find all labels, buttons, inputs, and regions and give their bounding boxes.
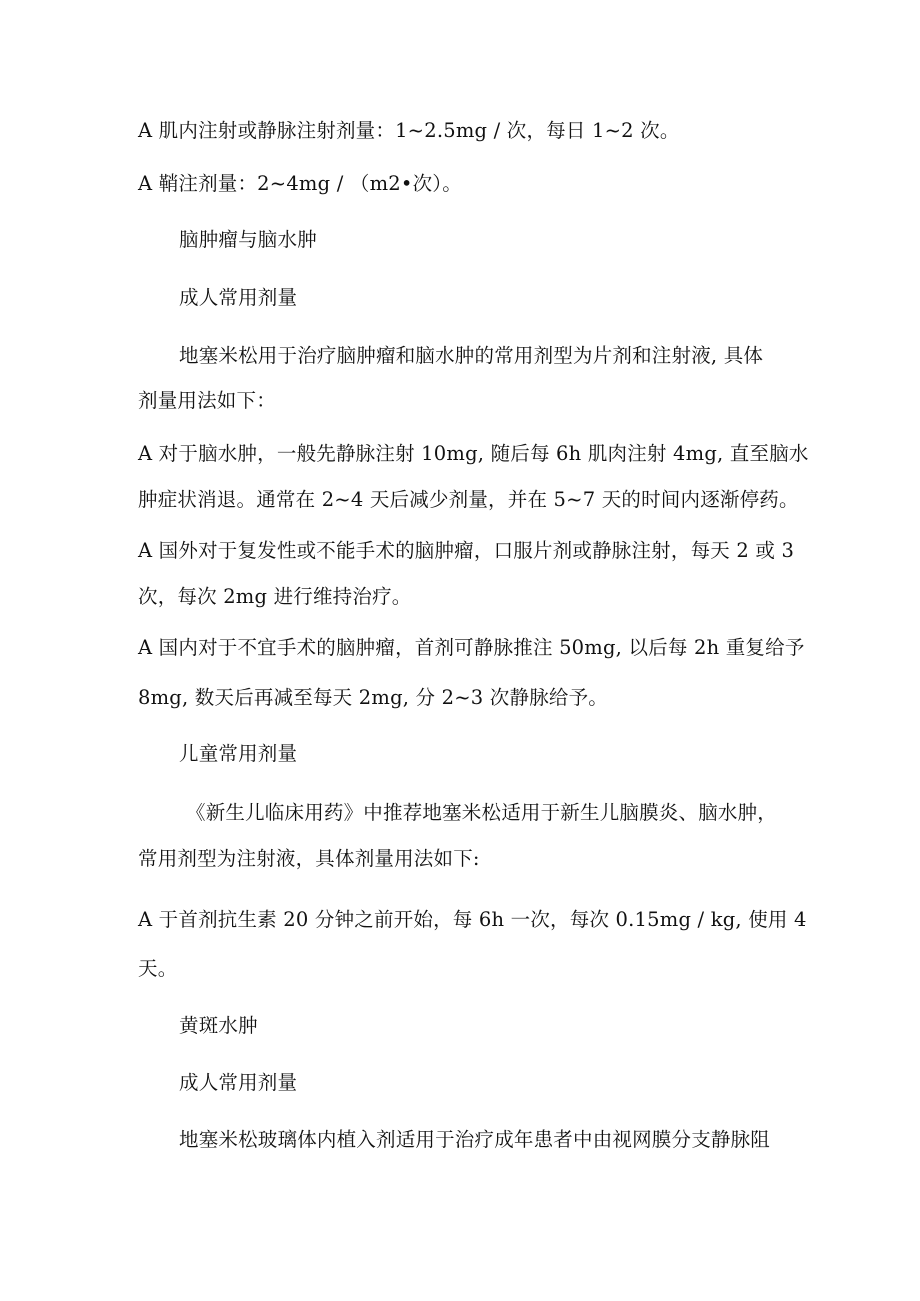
bullet-line: A 国外对于复发性或不能手术的脑肿瘤，口服片剂或静脉注射，每天 2 或 3 (138, 539, 795, 562)
paragraph-line: 《新生儿临床用药》中推荐地塞米松适用于新生儿脑膜炎、脑水肿， (186, 801, 778, 824)
dose-line-intrathecal: A 鞘注剂量：2~4mg / （m2•次）。 (138, 172, 462, 195)
bullet-line: 次，每次 2mg 进行维持治疗。 (138, 585, 412, 608)
section-heading-macular-edema: 黄斑水肿 (179, 1014, 258, 1037)
bullet-line: A 国内对于不宜手术的脑肿瘤，首剂可静脉推注 50mg, 以后每 2h 重复给予 (138, 636, 805, 659)
dose-line-intramuscular-iv: A 肌内注射或静脉注射剂量：1~2.5mg / 次，每日 1~2 次。 (138, 119, 680, 142)
bullet-line: A 对于脑水肿，一般先静脉注射 10mg, 随后每 6h 肌肉注射 4mg, 直至脑水 (138, 442, 809, 465)
paragraph-line: 剂量用法如下： (138, 389, 276, 412)
paragraph-line: 地塞米松玻璃体内植入剂适用于治疗成年患者中由视网膜分支静脉阻 (179, 1128, 771, 1151)
paragraph-line: 常用剂型为注射液，具体剂量用法如下: (138, 847, 480, 870)
section-heading-brain-tumor: 脑肿瘤与脑水肿 (179, 228, 317, 251)
paragraph-line: 地塞米松用于治疗脑肿瘤和脑水肿的常用剂型为片剂和注射液, 具体 (179, 344, 764, 367)
bullet-line: 天。 (138, 957, 178, 980)
subheading-adult-dose: 成人常用剂量 (179, 286, 298, 309)
subheading-adult-dose: 成人常用剂量 (179, 1071, 298, 1094)
bullet-line: 8mg, 数天后再减至每天 2mg, 分 2~3 次静脉给予。 (138, 686, 609, 709)
bullet-line: 肿症状消退。通常在 2~4 天后减少剂量，并在 5~7 天的时间内逐渐停药。 (138, 488, 799, 511)
bullet-line: A 于首剂抗生素 20 分钟之前开始，每 6h 一次，每次 0.15mg / kg, 使用 4 (138, 908, 807, 931)
subheading-child-dose: 儿童常用剂量 (179, 742, 298, 765)
